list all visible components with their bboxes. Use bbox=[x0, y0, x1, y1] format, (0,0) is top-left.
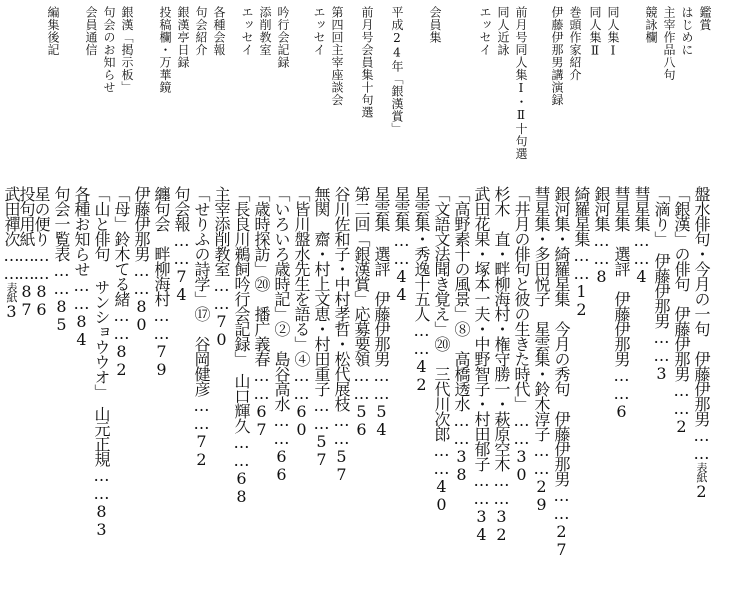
category-keijiban: 銀漢「掲示板」 bbox=[120, 6, 134, 94]
toc-entry: 投句用紙……87 bbox=[17, 186, 36, 318]
toc-entry: 星雲集 選評 伊藤伊那男……54 bbox=[372, 186, 391, 438]
toc-entry: 盤水俳句・今月の一句 伊藤伊那男……表紙2 bbox=[692, 186, 711, 500]
category-essay-3: エッセイ bbox=[240, 6, 254, 56]
toc-entry: 武田禪次……表紙3 bbox=[2, 186, 21, 320]
toc-entry: 「山と俳句 サンショウウオ」 山元正規……83 bbox=[92, 186, 111, 538]
toc-entry: 「滴り」 伊藤伊那男……3 bbox=[652, 186, 671, 382]
toc-entry: 「銀漢」の俳句 伊藤伊那男……2 bbox=[672, 186, 691, 435]
toc-entry: 「井月の俳句と彼の生きた時代」……30 bbox=[512, 186, 531, 483]
category-mangekyo: 投稿欄・万華鏡 bbox=[158, 6, 172, 94]
category-essay-2: エッセイ bbox=[312, 6, 326, 56]
toc-entry: 「いろいろ歳時記」② 島谷高水……66 bbox=[272, 186, 291, 483]
category-kukai-oshirase: 句会のお知らせ bbox=[102, 6, 116, 94]
toc-entry: 第二回「銀漢賞」応募要領……56 bbox=[352, 186, 371, 438]
toc-entry: 「長良川鵜飼吟行会記録」 山口輝久……68 bbox=[232, 186, 251, 505]
category-koenroku: 伊藤伊那男講演録 bbox=[550, 6, 564, 106]
toc-entry: 「文語文法聞き覚え」⑳ 三代川次郎……40 bbox=[432, 186, 451, 513]
toc-entry: 「高野素十の風景」⑧ 高橋透水……38 bbox=[452, 186, 471, 483]
toc-entry: 句会報……74 bbox=[172, 186, 191, 303]
toc-entry: 銀河集……8 bbox=[592, 186, 611, 285]
toc-entry: 無関 齋・村上文恵・村田重子……57 bbox=[312, 186, 331, 468]
toc-entry: 句会一覧表……85 bbox=[52, 186, 71, 333]
toc-entry: 武田花果・塚本一夫・中野智子・村田郁子……34 bbox=[472, 186, 491, 543]
toc-entry: 「せりふの詩学」⑰ 谷岡健彦……72 bbox=[192, 186, 211, 468]
toc-entry: 「皆川盤水先生を語る」④……60 bbox=[292, 186, 311, 438]
toc-entry: 星雲集・秀逸十五人……42 bbox=[412, 186, 431, 393]
toc-entry: 各種お知らせ……84 bbox=[72, 186, 91, 348]
toc-entry: 彗星集……4 bbox=[632, 186, 651, 285]
toc-entry: 星雲集……44 bbox=[392, 186, 411, 303]
toc-entry: 杉木 直・畔柳海村・権守勝一・萩原空木……32 bbox=[492, 186, 511, 543]
category-shusai-sakuhin: 主宰作品八句 bbox=[662, 6, 676, 81]
toc-entry: 主宰添削教室……70 bbox=[212, 186, 231, 348]
category-kakushu-kaiho: 各種会報 bbox=[212, 6, 226, 56]
category-kukai-shokai: 句会紹介 bbox=[194, 6, 208, 56]
toc-entry: 星の便り……86 bbox=[32, 186, 51, 318]
category-zengetsugo-kaiin: 前月号会員集十句選 bbox=[360, 6, 374, 119]
category-dojin-kinei: 同人近詠 bbox=[496, 6, 510, 56]
category-kanto-sakka: 巻頭作家紹介 bbox=[568, 6, 582, 81]
category-essay-1: エッセイ bbox=[478, 6, 492, 56]
toc-entry: 伊藤伊那男……80 bbox=[132, 186, 151, 333]
category-ginkokai: 吟行会記録 bbox=[276, 6, 290, 69]
category-dojinshu-2: 同人集Ⅱ bbox=[588, 6, 602, 58]
category-nichiroku: 銀漢亭日録 bbox=[176, 6, 190, 69]
toc-entry: 銀河集・綺羅星集 今月の秀句 伊藤伊那男……27 bbox=[552, 186, 571, 558]
toc-entry: 纏句会 畔柳海村……79 bbox=[152, 186, 171, 378]
toc-entry: 彗星集 選評 伊藤伊那男……6 bbox=[612, 186, 631, 420]
toc-entry: 「歳時探訪」⑳ 播广義春……67 bbox=[252, 186, 271, 438]
category-kyoeiran: 競詠欄 bbox=[644, 6, 658, 44]
category-tensaku: 添削教室 bbox=[258, 6, 272, 56]
toc-entry: 「母」鈴木てる緒……82 bbox=[112, 186, 131, 378]
category-ginkansho: 平成24年「銀漢賞」 bbox=[390, 6, 404, 135]
category-henshu-koki: 編集後記 bbox=[46, 6, 60, 56]
category-zadankai: 第四回主宰座談会 bbox=[330, 6, 344, 106]
category-kaiin-tsushin: 会員通信 bbox=[84, 6, 98, 56]
category-kansho: 鑑賞 bbox=[698, 6, 712, 31]
toc-entry: 綺羅星集……12 bbox=[572, 186, 591, 318]
category-kaiinshu: 会員集 bbox=[428, 6, 442, 44]
toc-entry: 彗星集・多田悦子 星雲集・鈴木淳子……29 bbox=[532, 186, 551, 513]
toc-entry: 谷川佐和子・中村孝哲・松代展枝……57 bbox=[332, 186, 351, 483]
category-hajimeni: はじめに bbox=[680, 6, 694, 56]
category-zengetsugo-dojin: 前月号同人集Ⅰ・Ⅱ十句選 bbox=[514, 6, 528, 160]
category-dojinshu-1: 同人集Ⅰ bbox=[606, 6, 620, 58]
